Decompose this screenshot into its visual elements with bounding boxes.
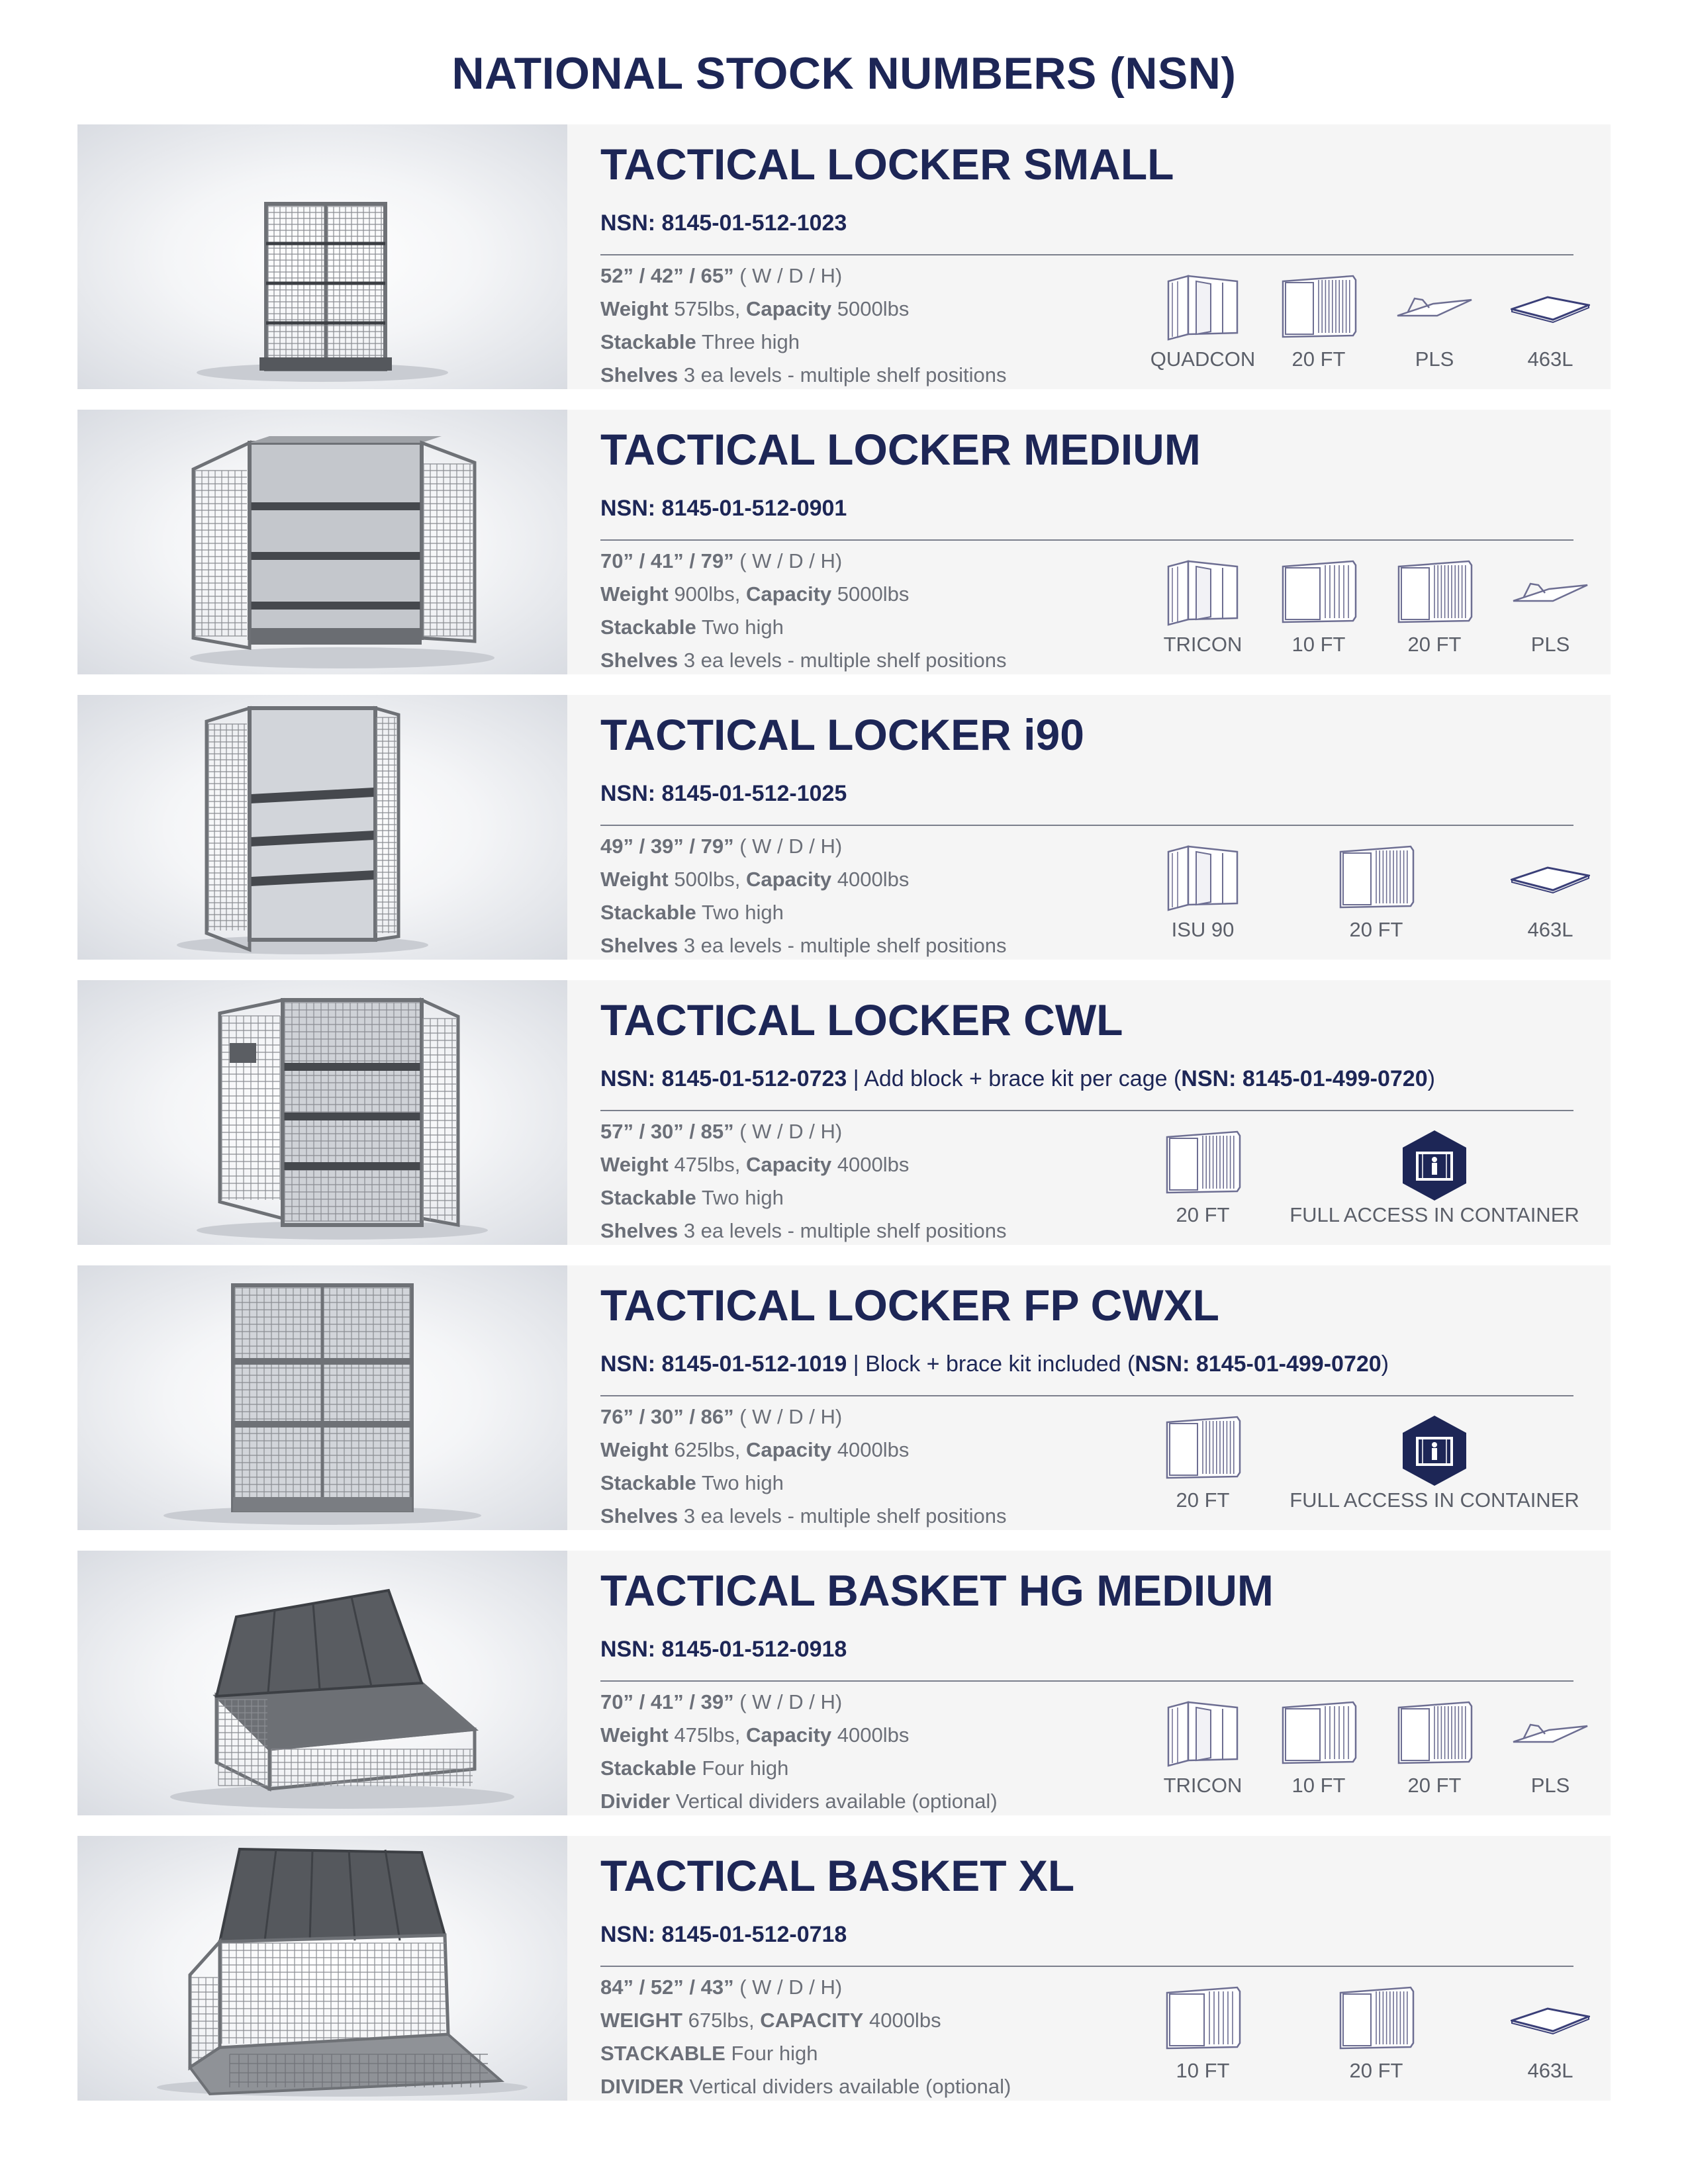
- spec-weight: Weight 575lbs, Capacity 5000lbs: [600, 297, 910, 320]
- product-card: [77, 980, 1611, 1245]
- divider: [600, 1966, 1573, 1967]
- transport-label: FULL ACCESS IN CONTAINER: [1289, 1203, 1579, 1226]
- transport-label: 10 FT: [1176, 2059, 1230, 2082]
- spec-list: [600, 1400, 1143, 1533]
- nsn-number: NSN: 8145-01-512-1019: [600, 1351, 847, 1377]
- transport-label: ISU 90: [1171, 918, 1235, 941]
- spec-weight: Weight 500lbs, Capacity 4000lbs: [600, 868, 910, 891]
- spec-stackable: Stackable Two high: [600, 1186, 784, 1209]
- kit-nsn: NSN: 8145-01-499-0720: [1135, 1351, 1382, 1377]
- nsn-number: NSN: 8145-01-512-0918: [600, 1637, 847, 1662]
- nsn-number: NSN: 8145-01-512-0718: [600, 1922, 847, 1947]
- spec-dimensions: 49” / 39” / 79” ( W / D / H): [600, 835, 843, 858]
- transport-option: [1143, 1122, 1262, 1242]
- transport-label: TRICON: [1163, 633, 1243, 656]
- product-title: TACTICAL LOCKER MEDIUM: [600, 425, 1201, 474]
- transport-label: 20 FT: [1349, 918, 1403, 941]
- spec-shelves: Shelves 3 ea levels - multiple shelf positions: [600, 1219, 1007, 1242]
- spec-dimensions: 76” / 30” / 86” ( W / D / H): [600, 1405, 843, 1428]
- transport-option: [1491, 1693, 1610, 1812]
- product-nsn: [600, 1922, 847, 1948]
- transport-label: PLS: [1530, 633, 1570, 656]
- transport-label: 20 FT: [1176, 1203, 1230, 1226]
- spec-shelves: Shelves 3 ea levels - multiple shelf positions: [600, 363, 1007, 387]
- divider: [600, 1395, 1573, 1396]
- product-card: [77, 1551, 1611, 1815]
- divider: [600, 1680, 1573, 1682]
- transport-option: [1491, 837, 1610, 956]
- transport-icons: [1143, 267, 1580, 386]
- product-nsn: [600, 1066, 1435, 1092]
- product-info: [600, 695, 1587, 960]
- product-card: [77, 695, 1611, 960]
- spec-stackable: Stackable Two high: [600, 901, 784, 924]
- transport-label: 20 FT: [1349, 2059, 1403, 2082]
- nsn-number: NSN: 8145-01-512-0723: [600, 1066, 847, 1091]
- transport-label: PLS: [1530, 1774, 1570, 1797]
- product-info: [600, 1551, 1587, 1815]
- nsn-note-end: ): [1381, 1351, 1389, 1377]
- nsn-number: NSN: 8145-01-512-1025: [600, 781, 847, 806]
- spec-weight: Weight 475lbs, Capacity 4000lbs: [600, 1153, 910, 1176]
- product-nsn: [600, 1351, 1389, 1377]
- spec-weight: Weight 625lbs, Capacity 4000lbs: [600, 1438, 910, 1461]
- product-nsn: [600, 781, 847, 807]
- transport-label: PLS: [1415, 347, 1454, 371]
- spec-dimensions: 70” / 41” / 39” ( W / D / H): [600, 1690, 843, 1713]
- product-info: [600, 124, 1587, 389]
- transport-label: 20 FT: [1291, 347, 1346, 371]
- product-title: TACTICAL LOCKER FP CWXL: [600, 1281, 1219, 1330]
- product-photo: [77, 124, 567, 389]
- product-photo: [77, 1836, 567, 2101]
- kit-nsn: NSN: 8145-01-499-0720: [1181, 1066, 1428, 1091]
- spec-dimensions: 70” / 41” / 79” ( W / D / H): [600, 549, 843, 572]
- spec-shelves: Shelves 3 ea levels - multiple shelf positions: [600, 934, 1007, 957]
- transport-icons: [1143, 1122, 1580, 1242]
- page-title: NATIONAL STOCK NUMBERS (NSN): [451, 48, 1237, 99]
- product-info: [600, 980, 1587, 1245]
- nsn-number: NSN: 8145-01-512-1023: [600, 210, 847, 236]
- transport-option: [1143, 837, 1262, 956]
- spec-list: [600, 830, 1143, 962]
- transport-label: 20 FT: [1176, 1488, 1230, 1512]
- product-photo: [77, 695, 567, 960]
- spec-dimensions: 57” / 30” / 85” ( W / D / H): [600, 1120, 843, 1143]
- nsn-note: | Block + brace kit included (: [847, 1351, 1135, 1377]
- transport-option: [1491, 267, 1610, 386]
- product-title: TACTICAL BASKET XL: [600, 1851, 1075, 1900]
- spec-weight: Weight 900lbs, Capacity 5000lbs: [600, 582, 910, 606]
- product-photo: [77, 410, 567, 674]
- transport-option: [1317, 837, 1436, 956]
- product-info: [600, 1836, 1587, 2101]
- spec-list: [600, 259, 1143, 392]
- spec-list: [600, 1115, 1143, 1248]
- transport-label: 20 FT: [1407, 1774, 1462, 1797]
- transport-label: 10 FT: [1291, 1774, 1346, 1797]
- product-card: [77, 1836, 1611, 2101]
- spec-list: [600, 1686, 1143, 1818]
- transport-icons: [1143, 1978, 1580, 2097]
- spec-shelves: Shelves 3 ea levels - multiple shelf positions: [600, 649, 1007, 672]
- transport-option: [1289, 1408, 1579, 1527]
- product-nsn: [600, 210, 847, 236]
- spec-shelves: Shelves 3 ea levels - multiple shelf positions: [600, 1504, 1007, 1527]
- spec-shelves: Divider Vertical dividers available (optional): [600, 1790, 998, 1813]
- product-card: [77, 410, 1611, 674]
- spec-list: [600, 1971, 1143, 2103]
- transport-option: [1317, 1978, 1436, 2097]
- transport-option: [1143, 1978, 1262, 2097]
- product-photo: [77, 1265, 567, 1530]
- transport-option: [1289, 1122, 1579, 1242]
- nsn-note-end: ): [1427, 1066, 1435, 1091]
- spec-stackable: Stackable Two high: [600, 1471, 784, 1494]
- transport-label: TRICON: [1163, 1774, 1243, 1797]
- spec-stackable: STACKABLE Four high: [600, 2042, 818, 2065]
- divider: [600, 825, 1573, 826]
- spec-stackable: Stackable Four high: [600, 1756, 789, 1780]
- nsn-note: | Add block + brace kit per cage (: [847, 1066, 1182, 1091]
- spec-stackable: Stackable Two high: [600, 615, 784, 639]
- product-photo: [77, 980, 567, 1245]
- transport-label: 463L: [1527, 2059, 1573, 2082]
- product-title: TACTICAL LOCKER SMALL: [600, 140, 1174, 189]
- transport-label: 463L: [1527, 347, 1573, 371]
- transport-icons: [1143, 552, 1580, 671]
- transport-option: [1491, 552, 1610, 671]
- spec-dimensions: 84” / 52” / 43” ( W / D / H): [600, 1976, 843, 1999]
- transport-icons: [1143, 1693, 1580, 1812]
- product-title: TACTICAL LOCKER CWL: [600, 995, 1123, 1044]
- divider: [600, 1110, 1573, 1111]
- spec-stackable: Stackable Three high: [600, 330, 800, 353]
- spec-dimensions: 52” / 42” / 65” ( W / D / H): [600, 264, 843, 287]
- product-photo: [77, 1551, 567, 1815]
- transport-label: 10 FT: [1291, 633, 1346, 656]
- spec-shelves: DIVIDER Vertical dividers available (optional): [600, 2075, 1011, 2098]
- product-title: TACTICAL LOCKER i90: [600, 710, 1084, 759]
- divider: [600, 254, 1573, 255]
- transport-label: FULL ACCESS IN CONTAINER: [1289, 1488, 1579, 1512]
- product-nsn: [600, 496, 847, 522]
- spec-weight: Weight 475lbs, Capacity 4000lbs: [600, 1723, 910, 1747]
- product-info: [600, 410, 1587, 674]
- divider: [600, 539, 1573, 541]
- transport-label: QUADCON: [1150, 347, 1256, 371]
- product-card: [77, 124, 1611, 389]
- transport-label: 20 FT: [1407, 633, 1462, 656]
- spec-weight: WEIGHT 675lbs, CAPACITY 4000lbs: [600, 2009, 941, 2032]
- product-nsn: [600, 1637, 847, 1662]
- product-card: [77, 1265, 1611, 1530]
- product-info: [600, 1265, 1587, 1530]
- spec-list: [600, 545, 1143, 677]
- transport-label: 463L: [1527, 918, 1573, 941]
- transport-icons: [1143, 837, 1580, 956]
- product-title: TACTICAL BASKET HG MEDIUM: [600, 1566, 1274, 1615]
- nsn-number: NSN: 8145-01-512-0901: [600, 496, 847, 521]
- transport-option: [1143, 1408, 1262, 1527]
- transport-option: [1491, 1978, 1610, 2097]
- transport-icons: [1143, 1408, 1580, 1527]
